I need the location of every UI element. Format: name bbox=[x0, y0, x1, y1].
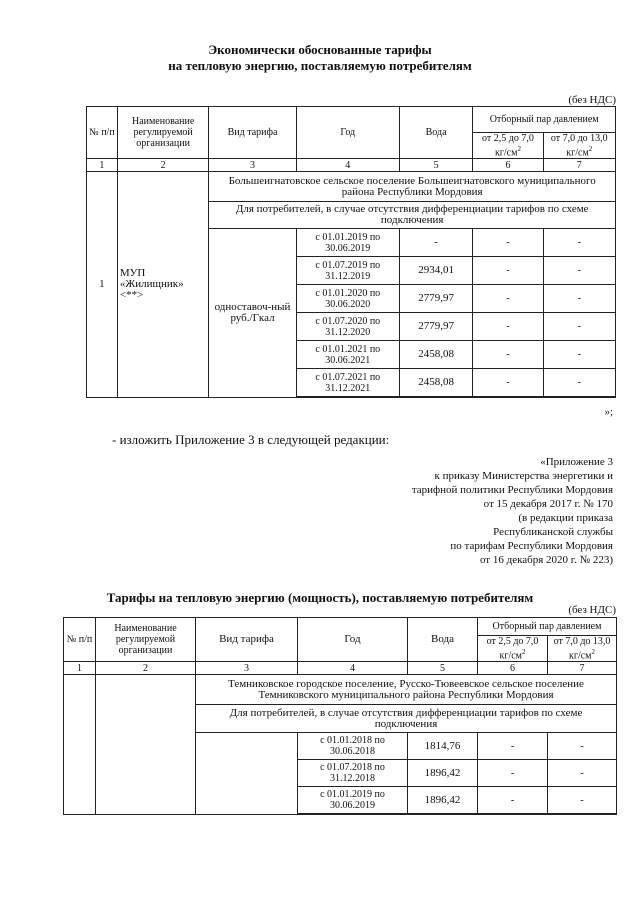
col-number: 2 bbox=[117, 159, 209, 172]
header-steam: Отборный пар давлением bbox=[478, 618, 617, 636]
consumer-note: Для потребителей, в случае отсутствия дифференциации тарифов по схеме подключения bbox=[209, 202, 616, 229]
instruction-text: - изложить Приложение 3 в следующей редакции: bbox=[112, 432, 390, 447]
steam-high-value: - bbox=[548, 760, 617, 787]
appendix-line: от 15 декабря 2017 г. № 170 bbox=[483, 498, 613, 510]
header-year: Год bbox=[298, 618, 408, 662]
header-water: Вода bbox=[399, 107, 472, 159]
header-steam-low: от 2,5 до 7,0 $кг/см^2$ bbox=[473, 133, 543, 159]
appendix-line: «Приложение 3 bbox=[540, 456, 613, 468]
period: с 01.07.2019 по 31.12.2019 bbox=[296, 257, 399, 285]
period: с 01.01.2019 по 30.06.2019 bbox=[296, 229, 399, 257]
doc1-vat-note: (без НДС) bbox=[568, 94, 616, 106]
period: с 01.01.2019 по 30.06.2019 bbox=[298, 787, 408, 814]
col-number: 6 bbox=[473, 159, 543, 172]
water-value: 2458,08 bbox=[399, 341, 472, 369]
water-value: 2934,01 bbox=[399, 257, 472, 285]
steam-low-value: - bbox=[473, 313, 543, 341]
col-number: 1 bbox=[64, 662, 96, 675]
col-number: 3 bbox=[196, 662, 298, 675]
water-value: 2458,08 bbox=[399, 369, 472, 397]
appendix-line: тарифной политики Республики Мордовия bbox=[411, 484, 613, 496]
tariff-type: одноставоч-ный руб./Гкал bbox=[209, 229, 296, 398]
water-value: 1896,42 bbox=[408, 760, 478, 787]
water-value: 1896,42 bbox=[408, 787, 478, 814]
spacer bbox=[473, 397, 543, 398]
header-steam: Отборный пар давлением bbox=[473, 107, 616, 133]
col-number: 1 bbox=[87, 159, 118, 172]
steam-high-value: - bbox=[543, 229, 615, 257]
steam-high-value: - bbox=[543, 369, 615, 397]
period: с 01.01.2020 по 30.06.2020 bbox=[296, 285, 399, 313]
spacer bbox=[548, 814, 617, 815]
header-num: № п/п bbox=[64, 618, 96, 662]
tariff-type bbox=[196, 733, 298, 815]
steam-high-value: - bbox=[548, 787, 617, 814]
org-name bbox=[96, 675, 196, 815]
header-tariff-type: Вид тарифа bbox=[209, 107, 296, 159]
steam-low-value: - bbox=[473, 257, 543, 285]
header-year: Год bbox=[296, 107, 399, 159]
row-number bbox=[64, 675, 96, 815]
doc1-tariff-table bbox=[86, 106, 616, 398]
steam-low-value: - bbox=[473, 341, 543, 369]
spacer bbox=[543, 397, 615, 398]
spacer bbox=[408, 814, 478, 815]
col-number: 2 bbox=[96, 662, 196, 675]
settlement-name: Темниковское городское поселение, Русско-Тювеевское сельское поселение Темниковского муниципального района Республики Мордовия bbox=[196, 675, 617, 705]
row-number: 1 bbox=[87, 172, 118, 398]
consumer-note: Для потребителей, в случае отсутствия дифференциации тарифов по схеме подключения bbox=[196, 705, 617, 733]
steam-low-value: - bbox=[478, 787, 548, 814]
steam-high-value: - bbox=[543, 313, 615, 341]
appendix-header bbox=[412, 455, 613, 567]
steam-low-value: - bbox=[478, 760, 548, 787]
period: с 01.07.2018 по 31.12.2018 bbox=[298, 760, 408, 787]
doc2-tariff-table bbox=[63, 617, 617, 815]
col-number: 4 bbox=[298, 662, 408, 675]
period: с 01.01.2021 по 30.06.2021 bbox=[296, 341, 399, 369]
doc1-end-quote: »; bbox=[604, 406, 613, 418]
doc2-title: Тарифы на тепловую энергию (мощность), поставляемую потребителям bbox=[106, 590, 534, 605]
col-number: 4 bbox=[296, 159, 399, 172]
header-tariff-type: Вид тарифа bbox=[196, 618, 298, 662]
spacer bbox=[296, 397, 399, 398]
water-value: 2779,97 bbox=[399, 313, 472, 341]
col-number: 7 bbox=[543, 159, 615, 172]
appendix-line: к приказу Министерства энергетики и bbox=[434, 470, 613, 482]
doc1-title-line2: на тепловую энергию, поставляемую потребителям bbox=[168, 58, 472, 73]
col-number: 3 bbox=[209, 159, 296, 172]
col-number: 7 bbox=[548, 662, 617, 675]
doc1-title-line1: Экономически обоснованные тарифы bbox=[208, 42, 432, 57]
col-number: 5 bbox=[399, 159, 472, 172]
water-value: 1814,76 bbox=[408, 733, 478, 760]
steam-high-value: - bbox=[548, 733, 617, 760]
appendix-line: Республиканской службы bbox=[493, 526, 613, 538]
steam-low-value: - bbox=[473, 229, 543, 257]
settlement-name: Большеигнатовское сельское поселение Большеигнатовского муниципального района Республики Мордовия bbox=[209, 172, 616, 202]
col-number: 6 bbox=[478, 662, 548, 675]
org-name: МУП «Жилищник» <**> bbox=[117, 172, 209, 398]
spacer bbox=[298, 814, 408, 815]
header-steam-high: от 7,0 до 13,0 $кг/см^2$ bbox=[548, 636, 617, 662]
water-value: 2779,97 bbox=[399, 285, 472, 313]
steam-high-value: - bbox=[543, 285, 615, 313]
spacer bbox=[478, 814, 548, 815]
appendix-line: (в редакции приказа bbox=[518, 512, 613, 524]
period: с 01.07.2020 по 31.12.2020 bbox=[296, 313, 399, 341]
spacer bbox=[399, 397, 472, 398]
steam-low-value: - bbox=[473, 285, 543, 313]
appendix-line: по тарифам Республики Мордовия bbox=[450, 540, 613, 552]
steam-low-value: - bbox=[478, 733, 548, 760]
water-value: - bbox=[399, 229, 472, 257]
steam-low-value: - bbox=[473, 369, 543, 397]
col-number: 5 bbox=[408, 662, 478, 675]
header-steam-low: от 2,5 до 7,0 $кг/см^2$ bbox=[478, 636, 548, 662]
header-steam-high: от 7,0 до 13,0 $кг/см^2$ bbox=[543, 133, 615, 159]
steam-high-value: - bbox=[543, 257, 615, 285]
header-org: Наименование регулируемой организации bbox=[117, 107, 209, 159]
appendix-line: от 16 декабря 2020 г. № 223) bbox=[479, 554, 613, 566]
period: с 01.01.2018 по 30.06.2018 bbox=[298, 733, 408, 760]
steam-high-value: - bbox=[543, 341, 615, 369]
header-num: № п/п bbox=[87, 107, 118, 159]
header-org: Наименование регулируемой организации bbox=[96, 618, 196, 662]
period: с 01.07.2021 по 31.12.2021 bbox=[296, 369, 399, 397]
doc2-vat-note: (без НДС) bbox=[568, 604, 616, 616]
header-water: Вода bbox=[408, 618, 478, 662]
